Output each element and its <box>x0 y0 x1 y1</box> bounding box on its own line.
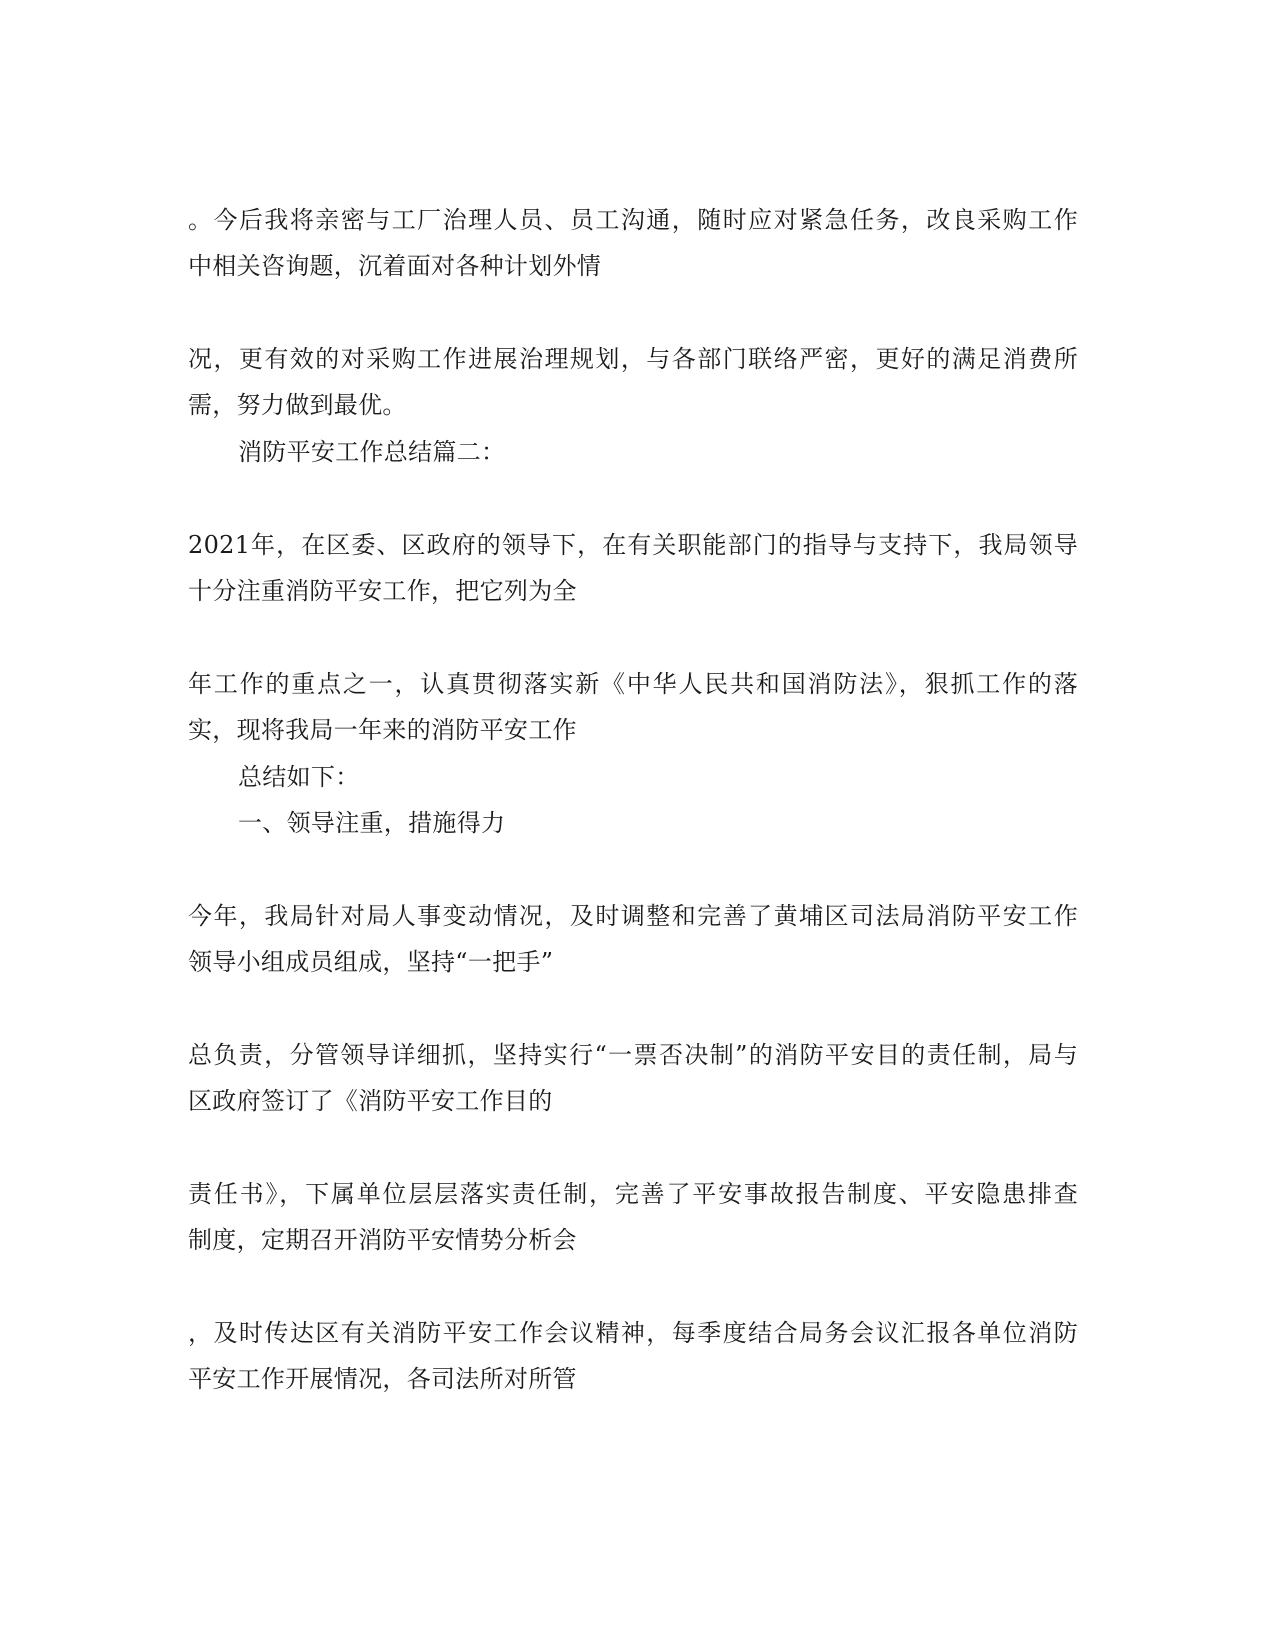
text-line: 2021年，在区委、区政府的领导下，在有关职能部门的指导与支持下，我局领导 <box>188 531 1078 559</box>
text-line: 实，现将我局一年来的消防平安工作 <box>188 716 577 744</box>
text-line: 况，更有效的对采购工作进展治理规划，与各部门联络严密，更好的满足消费所 <box>188 345 1078 373</box>
text-line: 中相关咨询题，沉着面对各种计划外情 <box>188 252 602 280</box>
text-line: 制度，定期召开消防平安情势分析会 <box>188 1226 577 1254</box>
text-line: 需，努力做到最优。 <box>188 391 407 419</box>
text-line: 总负责，分管领导详细抓，坚持实行“一票否决制”的消防平安目的责任制，局与 <box>188 1041 1078 1069</box>
text-line: 年工作的重点之一，认真贯彻落实新《中华人民共和国消防法》，狠抓工作的落 <box>188 670 1078 698</box>
section-heading: 消防平安工作总结篇二： <box>238 438 506 466</box>
text-line: 责任书》，下属单位层层落实责任制，完善了平安事故报告制度、平安隐患排查 <box>188 1180 1078 1208</box>
text-line: 。今后我将亲密与工厂治理人员、员工沟通，随时应对紧急任务，改良采购工作 <box>188 206 1078 234</box>
text-line: 领导小组成员组成，坚持“一把手” <box>188 948 554 976</box>
text-line: 平安工作开展情况，各司法所对所管 <box>188 1365 577 1393</box>
text-line: 十分注重消防平安工作，把它列为全 <box>188 577 577 605</box>
text-line: 总结如下： <box>238 763 360 791</box>
text-line: 区政府签订了《消防平安工作目的 <box>188 1087 553 1115</box>
text-line: 今年，我局针对局人事变动情况，及时调整和完善了黄埔区司法局消防平安工作 <box>188 902 1078 930</box>
section-heading: 一、领导注重，措施得力 <box>238 809 506 837</box>
text-line: ，及时传达区有关消防平安工作会议精神，每季度结合局务会议汇报各单位消防 <box>188 1319 1078 1347</box>
